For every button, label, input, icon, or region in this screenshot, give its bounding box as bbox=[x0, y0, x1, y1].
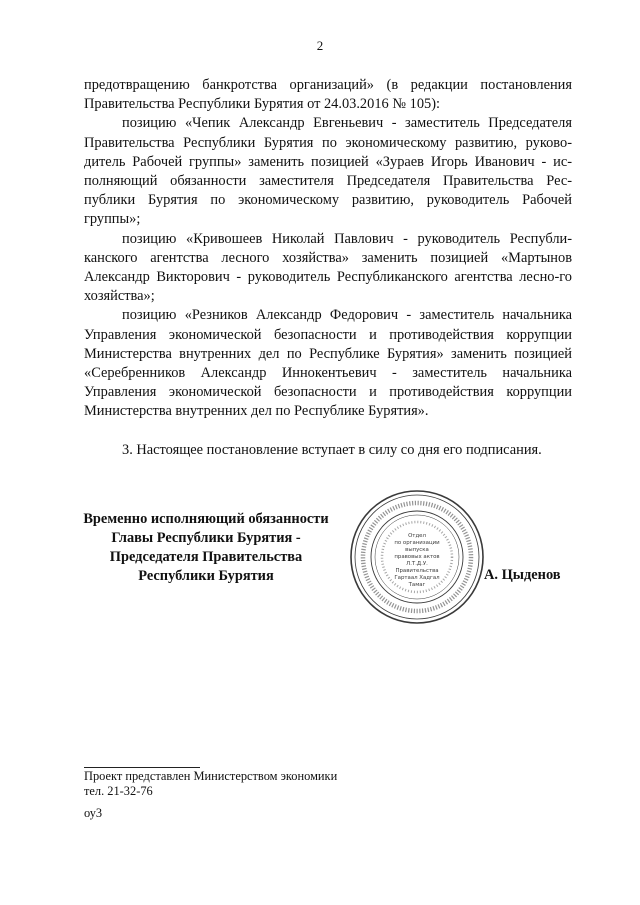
seal-text-line: Отдел bbox=[408, 533, 426, 539]
seal-text-line: выпуска bbox=[405, 547, 429, 553]
paragraph-position-krivosheev: позицию «Кривошеев Николай Павлович - руководитель Республи-канского агентства лесного хозяйства» заменить позицией «Мартынов Александр Викторович - руководитель Республиканского агентства лесно-го хозяйства»; bbox=[84, 230, 572, 305]
seal-text-line: Правительства bbox=[395, 568, 439, 574]
signatory-title-line: Временно исполняющий обязанности bbox=[83, 511, 329, 527]
signatory-title-line: Председателя Правительства bbox=[109, 549, 303, 565]
signer-name: А. Цыденов bbox=[484, 567, 561, 583]
seal-text-line: правовых актов bbox=[394, 554, 440, 560]
footnote-phone: тел. 21-32-76 bbox=[84, 784, 153, 798]
footnote-divider bbox=[84, 767, 200, 768]
signatory-title-line: Республики Бурятия bbox=[138, 568, 274, 584]
signatory-title bbox=[74, 510, 338, 586]
seal-text-line: Тамаг bbox=[408, 582, 426, 588]
paragraph-effective-date: 3. Настоящее постановление вступает в силу со дня его подписания. bbox=[122, 441, 542, 458]
seal-text-line: по организации bbox=[394, 540, 440, 546]
official-seal bbox=[348, 488, 486, 626]
paragraph-position-reznikov: позицию «Резников Александр Федорович - заместитель начальника Управления экономической безопасности и противодействия коррупции Министерства внутренних дел по Республике Бурятия» заменить позицией «Серебренников Александр Иннокентьевич - заместитель начальника Управления экономической безопасности и противодействия коррупции Министерства внутренних дел по Республике Бурятия». bbox=[84, 307, 572, 420]
seal-text-line: Л.Т.Д.У. bbox=[406, 561, 428, 567]
signatory-title-line: Главы Республики Бурятия - bbox=[111, 530, 301, 546]
paragraph-position-chepik: позицию «Чепик Александр Евгеньевич - заместитель Председателя Правительства Республики Бурятия по экономическому развитию, руково-дитель Рабочей группы» заменить позицией «Зураев Игорь Иванович - ис-полняющий обязанности заместителя Председателя Правительства Рес-публики Бурятия по экономическому развитию, руководитель Рабочей группы»; bbox=[84, 115, 572, 228]
page-number: 2 bbox=[316, 38, 324, 53]
footnote-project-source: Проект представлен Министерством экономики bbox=[84, 769, 338, 783]
document-body bbox=[84, 76, 572, 460]
paragraph-intro: предотвращению банкротства организаций» (в редакции постановления Правительства Республики Бурятия от 24.03.2016 № 105): bbox=[84, 77, 572, 113]
footnote bbox=[84, 769, 337, 799]
seal-text-line: Гартаал Хадгал bbox=[394, 575, 440, 581]
document-code: оу3 bbox=[84, 806, 103, 820]
